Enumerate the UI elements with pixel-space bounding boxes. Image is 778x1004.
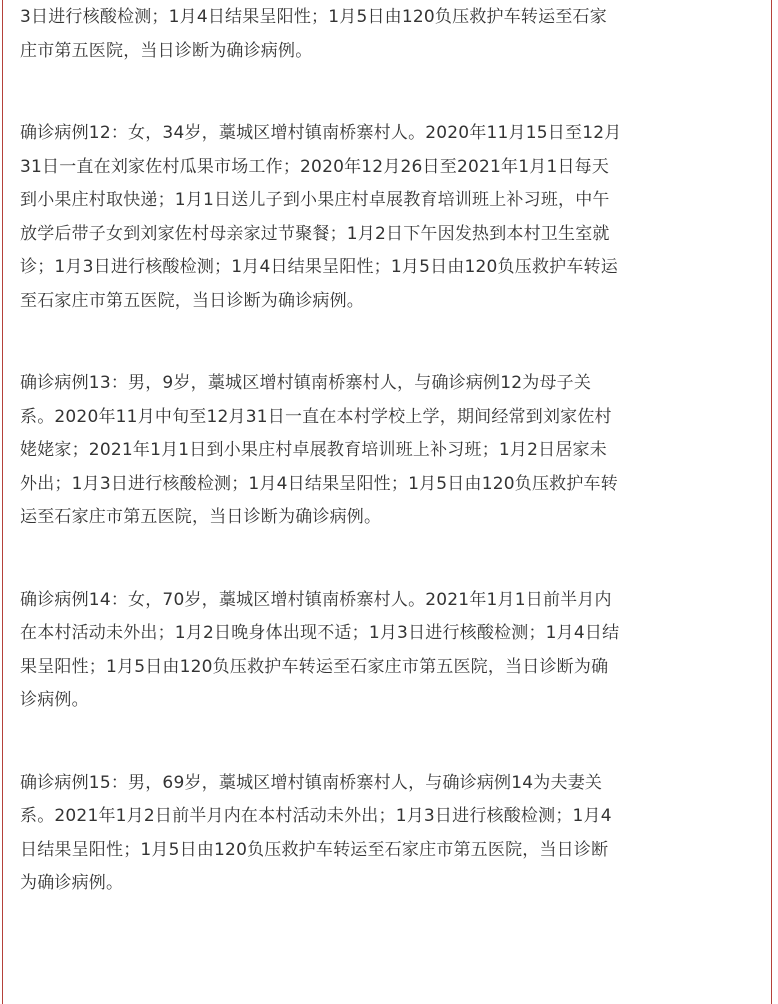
text-line: 果呈阳性；1月5日由120负压救护车转运至石家庄市第五医院，当日诊断为确: [20, 656, 609, 677]
text-line: 系。2021年1月2日前半月内在本村活动未外出；1月3日进行核酸检测；1月4: [20, 806, 612, 826]
paragraph-case-13: [20, 367, 764, 535]
text-line: 至石家庄市第五医院，当日诊断为确诊病例。: [20, 290, 364, 311]
article-body: [20, 0, 764, 901]
text-line: 外出；1月3日进行核酸检测；1月4日结果呈阳性；1月5日由120负压救护车转: [20, 473, 618, 494]
text-line: 为确诊病例。: [20, 873, 124, 893]
text-line: 3日进行核酸检测；1月4日结果呈阳性；1月5日由120负压救护车转运至石家: [20, 7, 607, 27]
text-line: 姥姥家；2021年1月1日到小果庄村卓展教育培训班上补习班；1月2日居家未: [20, 440, 607, 460]
text-line: 确诊病例14：女，70岁，藁城区增村镇南桥寨村人。2021年1月1日前半月内: [20, 589, 612, 610]
paragraph-case-12: [20, 117, 764, 318]
text-line: 到小果庄村取快递；1月1日送儿子到小果庄村卓展教育培训班上补习班，中午: [20, 190, 610, 210]
text-line: 31日一直在刘家佐村瓜果市场工作；2020年12月26日至2021年1月1日每天: [20, 156, 610, 177]
text-line: 诊病例。: [20, 690, 89, 710]
text-line: 确诊病例12：女，34岁，藁城区增村镇南桥寨村人。2020年11月15日至12月: [20, 123, 622, 143]
text-line: 运至石家庄市第五医院，当日诊断为确诊病例。: [20, 507, 382, 527]
text-line: 确诊病例13：男，9岁，藁城区增村镇南桥寨村人，与确诊病例12为母子关: [20, 373, 592, 393]
paragraph-case-14: [20, 584, 764, 718]
article-frame: [2, 0, 772, 1004]
paragraph-gap: [20, 318, 764, 367]
text-line: 庄市第五医院，当日诊断为确诊病例。: [20, 40, 313, 61]
paragraph-case-15: [20, 767, 764, 901]
text-line: 在本村活动未外出；1月2日晚身体出现不适；1月3日进行核酸检测；1月4日结: [20, 623, 620, 643]
text-line: 放学后带子女到刘家佐村母亲家过节聚餐；1月2日下午因发热到本村卫生室就: [20, 223, 610, 244]
paragraph-gap: [20, 718, 764, 767]
paragraph-gap: [20, 68, 764, 117]
text-line: 日结果呈阳性；1月5日由120负压救护车转运至石家庄市第五医院，当日诊断: [20, 839, 609, 860]
text-line: 确诊病例15：男，69岁，藁城区增村镇南桥寨村人，与确诊病例14为夫妻关: [20, 772, 603, 793]
paragraph-case-continued: [20, 1, 764, 68]
paragraph-gap: [20, 535, 764, 584]
text-line: 诊；1月3日进行核酸检测；1月4日结果呈阳性；1月5日由120负压救护车转运: [20, 257, 618, 277]
text-line: 系。2020年11月中旬至12月31日一直在本村学校上学，期间经常到刘家佐村: [20, 406, 612, 427]
